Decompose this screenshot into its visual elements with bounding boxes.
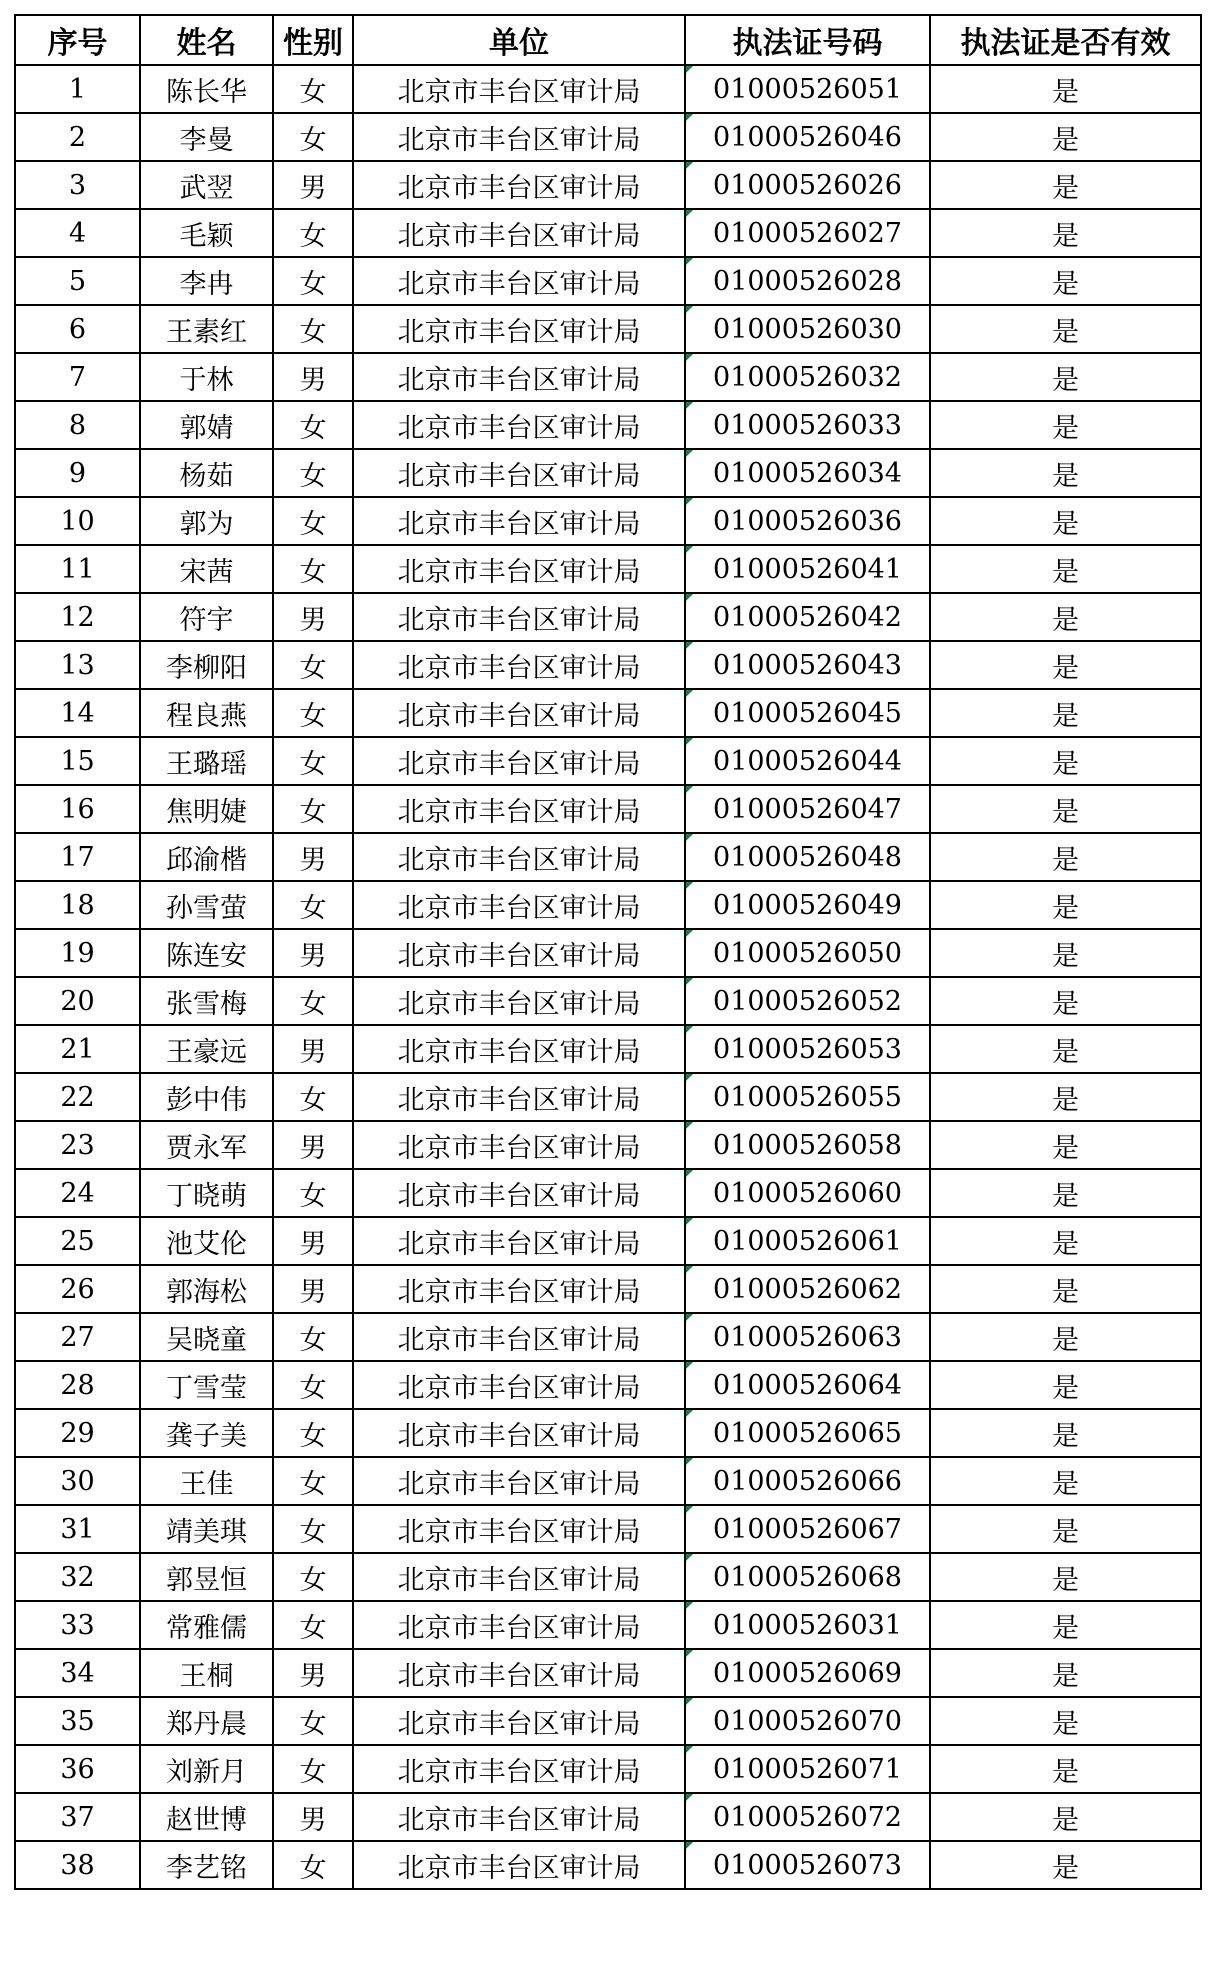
gender-cell: 女 (273, 689, 353, 737)
name-cell: 郭海松 (140, 1265, 273, 1313)
license-number-cell: 01000526070 (685, 1697, 930, 1745)
name-cell: 杨茹 (140, 449, 273, 497)
license-valid-cell: 是 (930, 161, 1201, 209)
unit-cell: 北京市丰台区审计局 (353, 641, 685, 689)
gender-cell: 女 (273, 1601, 353, 1649)
license-valid-cell: 是 (930, 257, 1201, 305)
license-valid-cell: 是 (930, 1601, 1201, 1649)
table-row (15, 1601, 1201, 1649)
table-row (15, 1697, 1201, 1745)
unit-cell: 北京市丰台区审计局 (353, 65, 685, 113)
license-valid-cell: 是 (930, 593, 1201, 641)
name-cell: 焦明婕 (140, 785, 273, 833)
name-cell: 陈连安 (140, 929, 273, 977)
gender-cell: 女 (273, 1745, 353, 1793)
table-body (15, 65, 1201, 1889)
unit-cell: 北京市丰台区审计局 (353, 1745, 685, 1793)
header-name: 姓名 (140, 15, 273, 65)
table-row (15, 161, 1201, 209)
gender-cell: 女 (273, 449, 353, 497)
roster-sheet (14, 14, 1200, 1890)
table-row (15, 1457, 1201, 1505)
name-cell: 王桐 (140, 1649, 273, 1697)
name-cell: 常雅儒 (140, 1601, 273, 1649)
name-cell: 丁晓萌 (140, 1169, 273, 1217)
gender-cell: 女 (273, 209, 353, 257)
license-valid-cell: 是 (930, 545, 1201, 593)
table-row (15, 305, 1201, 353)
license-valid-cell: 是 (930, 1553, 1201, 1601)
serial-number-cell: 36 (15, 1745, 140, 1793)
license-valid-cell: 是 (930, 1121, 1201, 1169)
unit-cell: 北京市丰台区审计局 (353, 1313, 685, 1361)
unit-cell: 北京市丰台区审计局 (353, 1217, 685, 1265)
name-cell: 郭婧 (140, 401, 273, 449)
serial-number-cell: 38 (15, 1841, 140, 1889)
table-row (15, 737, 1201, 785)
serial-number-cell: 15 (15, 737, 140, 785)
unit-cell: 北京市丰台区审计局 (353, 449, 685, 497)
license-number-cell: 01000526028 (685, 257, 930, 305)
gender-cell: 男 (273, 1025, 353, 1073)
license-valid-cell: 是 (930, 1217, 1201, 1265)
name-cell: 张雪梅 (140, 977, 273, 1025)
table-row (15, 209, 1201, 257)
officer-table (14, 14, 1202, 1890)
unit-cell: 北京市丰台区审计局 (353, 401, 685, 449)
table-row (15, 1793, 1201, 1841)
unit-cell: 北京市丰台区审计局 (353, 1121, 685, 1169)
gender-cell: 女 (273, 65, 353, 113)
serial-number-cell: 8 (15, 401, 140, 449)
unit-cell: 北京市丰台区审计局 (353, 881, 685, 929)
unit-cell: 北京市丰台区审计局 (353, 593, 685, 641)
table-row (15, 497, 1201, 545)
gender-cell: 男 (273, 1217, 353, 1265)
serial-number-cell: 26 (15, 1265, 140, 1313)
gender-cell: 女 (273, 1169, 353, 1217)
table-row (15, 1409, 1201, 1457)
license-number-cell: 01000526050 (685, 929, 930, 977)
gender-cell: 女 (273, 545, 353, 593)
license-number-cell: 01000526032 (685, 353, 930, 401)
license-number-cell: 01000526030 (685, 305, 930, 353)
table-row (15, 1745, 1201, 1793)
license-valid-cell: 是 (930, 1409, 1201, 1457)
license-number-cell: 01000526031 (685, 1601, 930, 1649)
unit-cell: 北京市丰台区审计局 (353, 1361, 685, 1409)
table-row (15, 785, 1201, 833)
serial-number-cell: 2 (15, 113, 140, 161)
license-number-cell: 01000526044 (685, 737, 930, 785)
license-valid-cell: 是 (930, 1697, 1201, 1745)
name-cell: 郭昱恒 (140, 1553, 273, 1601)
license-valid-cell: 是 (930, 1361, 1201, 1409)
unit-cell: 北京市丰台区审计局 (353, 161, 685, 209)
gender-cell: 女 (273, 401, 353, 449)
license-valid-cell: 是 (930, 1265, 1201, 1313)
unit-cell: 北京市丰台区审计局 (353, 353, 685, 401)
license-number-cell: 01000526061 (685, 1217, 930, 1265)
gender-cell: 女 (273, 1313, 353, 1361)
license-number-cell: 01000526064 (685, 1361, 930, 1409)
serial-number-cell: 11 (15, 545, 140, 593)
serial-number-cell: 35 (15, 1697, 140, 1745)
name-cell: 彭中伟 (140, 1073, 273, 1121)
table-row (15, 689, 1201, 737)
license-valid-cell: 是 (930, 1457, 1201, 1505)
serial-number-cell: 10 (15, 497, 140, 545)
header-gender: 性别 (273, 15, 353, 65)
gender-cell: 女 (273, 1697, 353, 1745)
serial-number-cell: 34 (15, 1649, 140, 1697)
license-valid-cell: 是 (930, 737, 1201, 785)
gender-cell: 男 (273, 833, 353, 881)
gender-cell: 女 (273, 497, 353, 545)
name-cell: 李艺铭 (140, 1841, 273, 1889)
table-row (15, 593, 1201, 641)
serial-number-cell: 19 (15, 929, 140, 977)
table-row (15, 65, 1201, 113)
unit-cell: 北京市丰台区审计局 (353, 833, 685, 881)
table-row (15, 1841, 1201, 1889)
license-valid-cell: 是 (930, 1025, 1201, 1073)
gender-cell: 女 (273, 113, 353, 161)
gender-cell: 男 (273, 1121, 353, 1169)
table-row (15, 1073, 1201, 1121)
serial-number-cell: 33 (15, 1601, 140, 1649)
table-row (15, 449, 1201, 497)
license-valid-cell: 是 (930, 1169, 1201, 1217)
license-valid-cell: 是 (930, 1505, 1201, 1553)
serial-number-cell: 23 (15, 1121, 140, 1169)
gender-cell: 男 (273, 929, 353, 977)
table-row (15, 1553, 1201, 1601)
table-row (15, 929, 1201, 977)
unit-cell: 北京市丰台区审计局 (353, 1025, 685, 1073)
serial-number-cell: 1 (15, 65, 140, 113)
header-row (15, 15, 1201, 65)
gender-cell: 男 (273, 353, 353, 401)
table-row (15, 1649, 1201, 1697)
unit-cell: 北京市丰台区审计局 (353, 1073, 685, 1121)
serial-number-cell: 20 (15, 977, 140, 1025)
license-number-cell: 01000526068 (685, 1553, 930, 1601)
table-row (15, 1361, 1201, 1409)
license-number-cell: 01000526063 (685, 1313, 930, 1361)
table-row (15, 977, 1201, 1025)
gender-cell: 女 (273, 785, 353, 833)
serial-number-cell: 7 (15, 353, 140, 401)
name-cell: 贾永军 (140, 1121, 273, 1169)
license-number-cell: 01000526066 (685, 1457, 930, 1505)
gender-cell: 女 (273, 977, 353, 1025)
gender-cell: 男 (273, 161, 353, 209)
license-valid-cell: 是 (930, 353, 1201, 401)
unit-cell: 北京市丰台区审计局 (353, 1505, 685, 1553)
unit-cell: 北京市丰台区审计局 (353, 113, 685, 161)
header-license-number: 执法证号码 (685, 15, 930, 65)
table-row (15, 353, 1201, 401)
license-valid-cell: 是 (930, 929, 1201, 977)
license-number-cell: 01000526034 (685, 449, 930, 497)
gender-cell: 男 (273, 1649, 353, 1697)
gender-cell: 女 (273, 257, 353, 305)
name-cell: 王璐瑶 (140, 737, 273, 785)
unit-cell: 北京市丰台区审计局 (353, 737, 685, 785)
table-row (15, 257, 1201, 305)
unit-cell: 北京市丰台区审计局 (353, 305, 685, 353)
license-valid-cell: 是 (930, 1793, 1201, 1841)
license-number-cell: 01000526027 (685, 209, 930, 257)
license-number-cell: 01000526033 (685, 401, 930, 449)
license-number-cell: 01000526036 (685, 497, 930, 545)
serial-number-cell: 28 (15, 1361, 140, 1409)
table-row (15, 1217, 1201, 1265)
unit-cell: 北京市丰台区审计局 (353, 545, 685, 593)
serial-number-cell: 13 (15, 641, 140, 689)
serial-number-cell: 21 (15, 1025, 140, 1073)
name-cell: 邱渝楷 (140, 833, 273, 881)
gender-cell: 女 (273, 1073, 353, 1121)
name-cell: 孙雪萤 (140, 881, 273, 929)
license-valid-cell: 是 (930, 977, 1201, 1025)
license-number-cell: 01000526060 (685, 1169, 930, 1217)
serial-number-cell: 5 (15, 257, 140, 305)
name-cell: 李冉 (140, 257, 273, 305)
license-valid-cell: 是 (930, 833, 1201, 881)
name-cell: 宋茜 (140, 545, 273, 593)
license-number-cell: 01000526043 (685, 641, 930, 689)
serial-number-cell: 37 (15, 1793, 140, 1841)
gender-cell: 男 (273, 1265, 353, 1313)
serial-number-cell: 22 (15, 1073, 140, 1121)
serial-number-cell: 3 (15, 161, 140, 209)
license-number-cell: 01000526072 (685, 1793, 930, 1841)
name-cell: 郑丹晨 (140, 1697, 273, 1745)
unit-cell: 北京市丰台区审计局 (353, 257, 685, 305)
license-valid-cell: 是 (930, 881, 1201, 929)
license-valid-cell: 是 (930, 65, 1201, 113)
license-valid-cell: 是 (930, 401, 1201, 449)
gender-cell: 女 (273, 305, 353, 353)
unit-cell: 北京市丰台区审计局 (353, 1793, 685, 1841)
unit-cell: 北京市丰台区审计局 (353, 689, 685, 737)
unit-cell: 北京市丰台区审计局 (353, 929, 685, 977)
gender-cell: 女 (273, 1553, 353, 1601)
gender-cell: 男 (273, 1793, 353, 1841)
name-cell: 符宇 (140, 593, 273, 641)
unit-cell: 北京市丰台区审计局 (353, 977, 685, 1025)
license-number-cell: 01000526045 (685, 689, 930, 737)
serial-number-cell: 12 (15, 593, 140, 641)
unit-cell: 北京市丰台区审计局 (353, 1169, 685, 1217)
table-row (15, 1265, 1201, 1313)
name-cell: 刘新月 (140, 1745, 273, 1793)
name-cell: 郭为 (140, 497, 273, 545)
name-cell: 武翌 (140, 161, 273, 209)
unit-cell: 北京市丰台区审计局 (353, 1841, 685, 1889)
name-cell: 李曼 (140, 113, 273, 161)
license-number-cell: 01000526051 (685, 65, 930, 113)
license-valid-cell: 是 (930, 305, 1201, 353)
name-cell: 李柳阳 (140, 641, 273, 689)
name-cell: 王豪远 (140, 1025, 273, 1073)
name-cell: 毛颖 (140, 209, 273, 257)
table-row (15, 641, 1201, 689)
license-number-cell: 01000526055 (685, 1073, 930, 1121)
unit-cell: 北京市丰台区审计局 (353, 1697, 685, 1745)
name-cell: 赵世博 (140, 1793, 273, 1841)
unit-cell: 北京市丰台区审计局 (353, 1601, 685, 1649)
unit-cell: 北京市丰台区审计局 (353, 1553, 685, 1601)
serial-number-cell: 32 (15, 1553, 140, 1601)
unit-cell: 北京市丰台区审计局 (353, 1409, 685, 1457)
gender-cell: 女 (273, 1361, 353, 1409)
serial-number-cell: 9 (15, 449, 140, 497)
gender-cell: 女 (273, 1505, 353, 1553)
name-cell: 吴晓童 (140, 1313, 273, 1361)
license-valid-cell: 是 (930, 1745, 1201, 1793)
license-number-cell: 01000526069 (685, 1649, 930, 1697)
header-serial-number: 序号 (15, 15, 140, 65)
serial-number-cell: 16 (15, 785, 140, 833)
gender-cell: 女 (273, 1841, 353, 1889)
name-cell: 靖美琪 (140, 1505, 273, 1553)
license-number-cell: 01000526067 (685, 1505, 930, 1553)
license-number-cell: 01000526053 (685, 1025, 930, 1073)
name-cell: 龚子美 (140, 1409, 273, 1457)
serial-number-cell: 17 (15, 833, 140, 881)
license-number-cell: 01000526058 (685, 1121, 930, 1169)
unit-cell: 北京市丰台区审计局 (353, 497, 685, 545)
license-number-cell: 01000526048 (685, 833, 930, 881)
table-row (15, 1025, 1201, 1073)
serial-number-cell: 27 (15, 1313, 140, 1361)
unit-cell: 北京市丰台区审计局 (353, 1649, 685, 1697)
license-number-cell: 01000526047 (685, 785, 930, 833)
serial-number-cell: 24 (15, 1169, 140, 1217)
gender-cell: 女 (273, 737, 353, 785)
license-valid-cell: 是 (930, 449, 1201, 497)
unit-cell: 北京市丰台区审计局 (353, 1265, 685, 1313)
header-license-valid: 执法证是否有效 (930, 15, 1201, 65)
name-cell: 王佳 (140, 1457, 273, 1505)
name-cell: 丁雪莹 (140, 1361, 273, 1409)
gender-cell: 女 (273, 641, 353, 689)
gender-cell: 女 (273, 1457, 353, 1505)
table-row (15, 113, 1201, 161)
table-row (15, 833, 1201, 881)
table-row (15, 401, 1201, 449)
unit-cell: 北京市丰台区审计局 (353, 209, 685, 257)
license-valid-cell: 是 (930, 1649, 1201, 1697)
license-number-cell: 01000526065 (685, 1409, 930, 1457)
serial-number-cell: 29 (15, 1409, 140, 1457)
serial-number-cell: 30 (15, 1457, 140, 1505)
license-valid-cell: 是 (930, 641, 1201, 689)
license-valid-cell: 是 (930, 209, 1201, 257)
table-row (15, 1505, 1201, 1553)
license-number-cell: 01000526049 (685, 881, 930, 929)
unit-cell: 北京市丰台区审计局 (353, 785, 685, 833)
license-number-cell: 01000526071 (685, 1745, 930, 1793)
serial-number-cell: 31 (15, 1505, 140, 1553)
license-valid-cell: 是 (930, 785, 1201, 833)
gender-cell: 女 (273, 1409, 353, 1457)
name-cell: 于林 (140, 353, 273, 401)
header-unit: 单位 (353, 15, 685, 65)
gender-cell: 女 (273, 881, 353, 929)
license-valid-cell: 是 (930, 497, 1201, 545)
name-cell: 陈长华 (140, 65, 273, 113)
name-cell: 王素红 (140, 305, 273, 353)
license-number-cell: 01000526073 (685, 1841, 930, 1889)
table-row (15, 1313, 1201, 1361)
name-cell: 程良燕 (140, 689, 273, 737)
serial-number-cell: 4 (15, 209, 140, 257)
license-number-cell: 01000526042 (685, 593, 930, 641)
table-row (15, 1169, 1201, 1217)
license-valid-cell: 是 (930, 1313, 1201, 1361)
gender-cell: 男 (273, 593, 353, 641)
license-number-cell: 01000526062 (685, 1265, 930, 1313)
license-valid-cell: 是 (930, 1841, 1201, 1889)
serial-number-cell: 14 (15, 689, 140, 737)
serial-number-cell: 6 (15, 305, 140, 353)
table-row (15, 545, 1201, 593)
table-row (15, 881, 1201, 929)
serial-number-cell: 25 (15, 1217, 140, 1265)
license-number-cell: 01000526052 (685, 977, 930, 1025)
license-valid-cell: 是 (930, 1073, 1201, 1121)
license-number-cell: 01000526046 (685, 113, 930, 161)
table-row (15, 1121, 1201, 1169)
license-number-cell: 01000526041 (685, 545, 930, 593)
serial-number-cell: 18 (15, 881, 140, 929)
license-valid-cell: 是 (930, 689, 1201, 737)
license-valid-cell: 是 (930, 113, 1201, 161)
license-number-cell: 01000526026 (685, 161, 930, 209)
name-cell: 池艾伦 (140, 1217, 273, 1265)
unit-cell: 北京市丰台区审计局 (353, 1457, 685, 1505)
